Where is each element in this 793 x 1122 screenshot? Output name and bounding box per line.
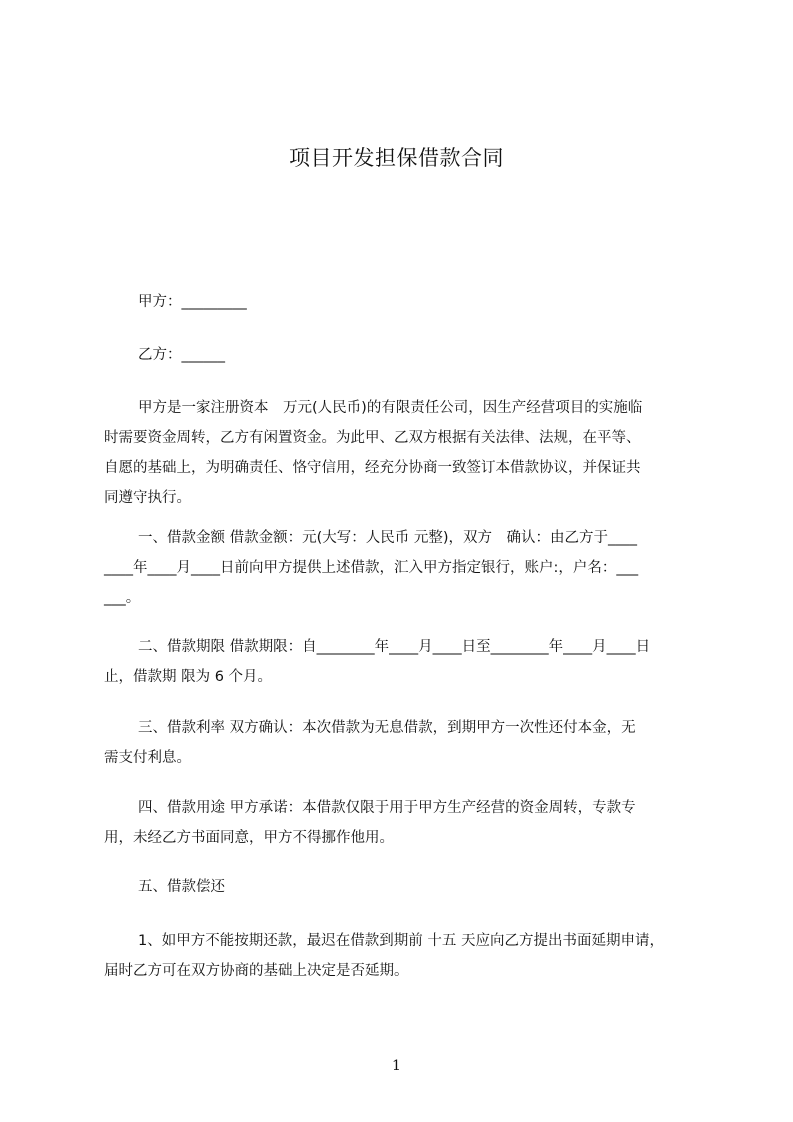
- paragraph-line: 三、借款利率 双方确认：本次借款为无息借款，到期甲方一次性还付本金，无: [138, 720, 636, 736]
- intro-paragraph: [104, 393, 702, 513]
- section-repayment-heading: [104, 872, 702, 902]
- party-b-line: [104, 340, 702, 370]
- section-repayment-item-1: [104, 926, 702, 986]
- paragraph-line: 1、如甲方不能按期还款，最迟在借款到期前 十五 天应向乙方提出书面延期申请，: [138, 933, 664, 949]
- paragraph-line: 一、借款金额 借款金额：元(大写：人民币 元整)，双方 确认：由乙方于____: [138, 530, 638, 546]
- section-loan-term: [104, 632, 702, 692]
- paragraph-line: 届时乙方可在双方协商的基础上决定是否延期。: [104, 963, 409, 979]
- section-loan-amount: [104, 523, 702, 613]
- paragraph-line: 二、借款期限 借款期限：自________年____月____日至________年____月____日: [138, 639, 651, 655]
- paragraph-line: 同遵守执行。: [104, 490, 191, 506]
- party-a-line: [104, 287, 702, 317]
- section-heading: 五、借款偿还: [138, 879, 225, 895]
- paragraph-line: 止，借款期 限为 6 个月。: [104, 669, 273, 685]
- paragraph-line: 用，未经乙方书面同意，甲方不得挪作他用。: [104, 830, 394, 846]
- paragraph-line: 自愿的基础上，为明确责任、恪守信用，经充分协商一致签订本借款协议，并保证共: [104, 460, 641, 476]
- section-interest-rate: [104, 713, 702, 773]
- section-loan-purpose: [104, 793, 702, 853]
- party-a-text: 甲方：_________: [138, 294, 247, 310]
- paragraph-line: ___。: [104, 590, 141, 606]
- paragraph-line: 四、借款用途 甲方承诺：本借款仅限于用于甲方生产经营的资金周转，专款专: [138, 800, 636, 816]
- paragraph-line: 时需要资金周转，乙方有闲置资金。为此甲、乙双方根据有关法律、法规，在平等、: [104, 430, 641, 446]
- paragraph-line: 需支付利息。: [104, 750, 191, 766]
- paragraph-line: 甲方是一家注册资本 万元(人民币)的有限责任公司，因生产经营项目的实施临: [138, 400, 643, 416]
- document-title: 项目开发担保借款合同: [289, 146, 504, 170]
- page-number: 1: [392, 1058, 401, 1074]
- party-b-text: 乙方：______: [138, 347, 225, 363]
- paragraph-line: ____年____月____日前向甲方提供上述借款，汇入甲方指定银行，账户:，户名：___: [104, 560, 639, 576]
